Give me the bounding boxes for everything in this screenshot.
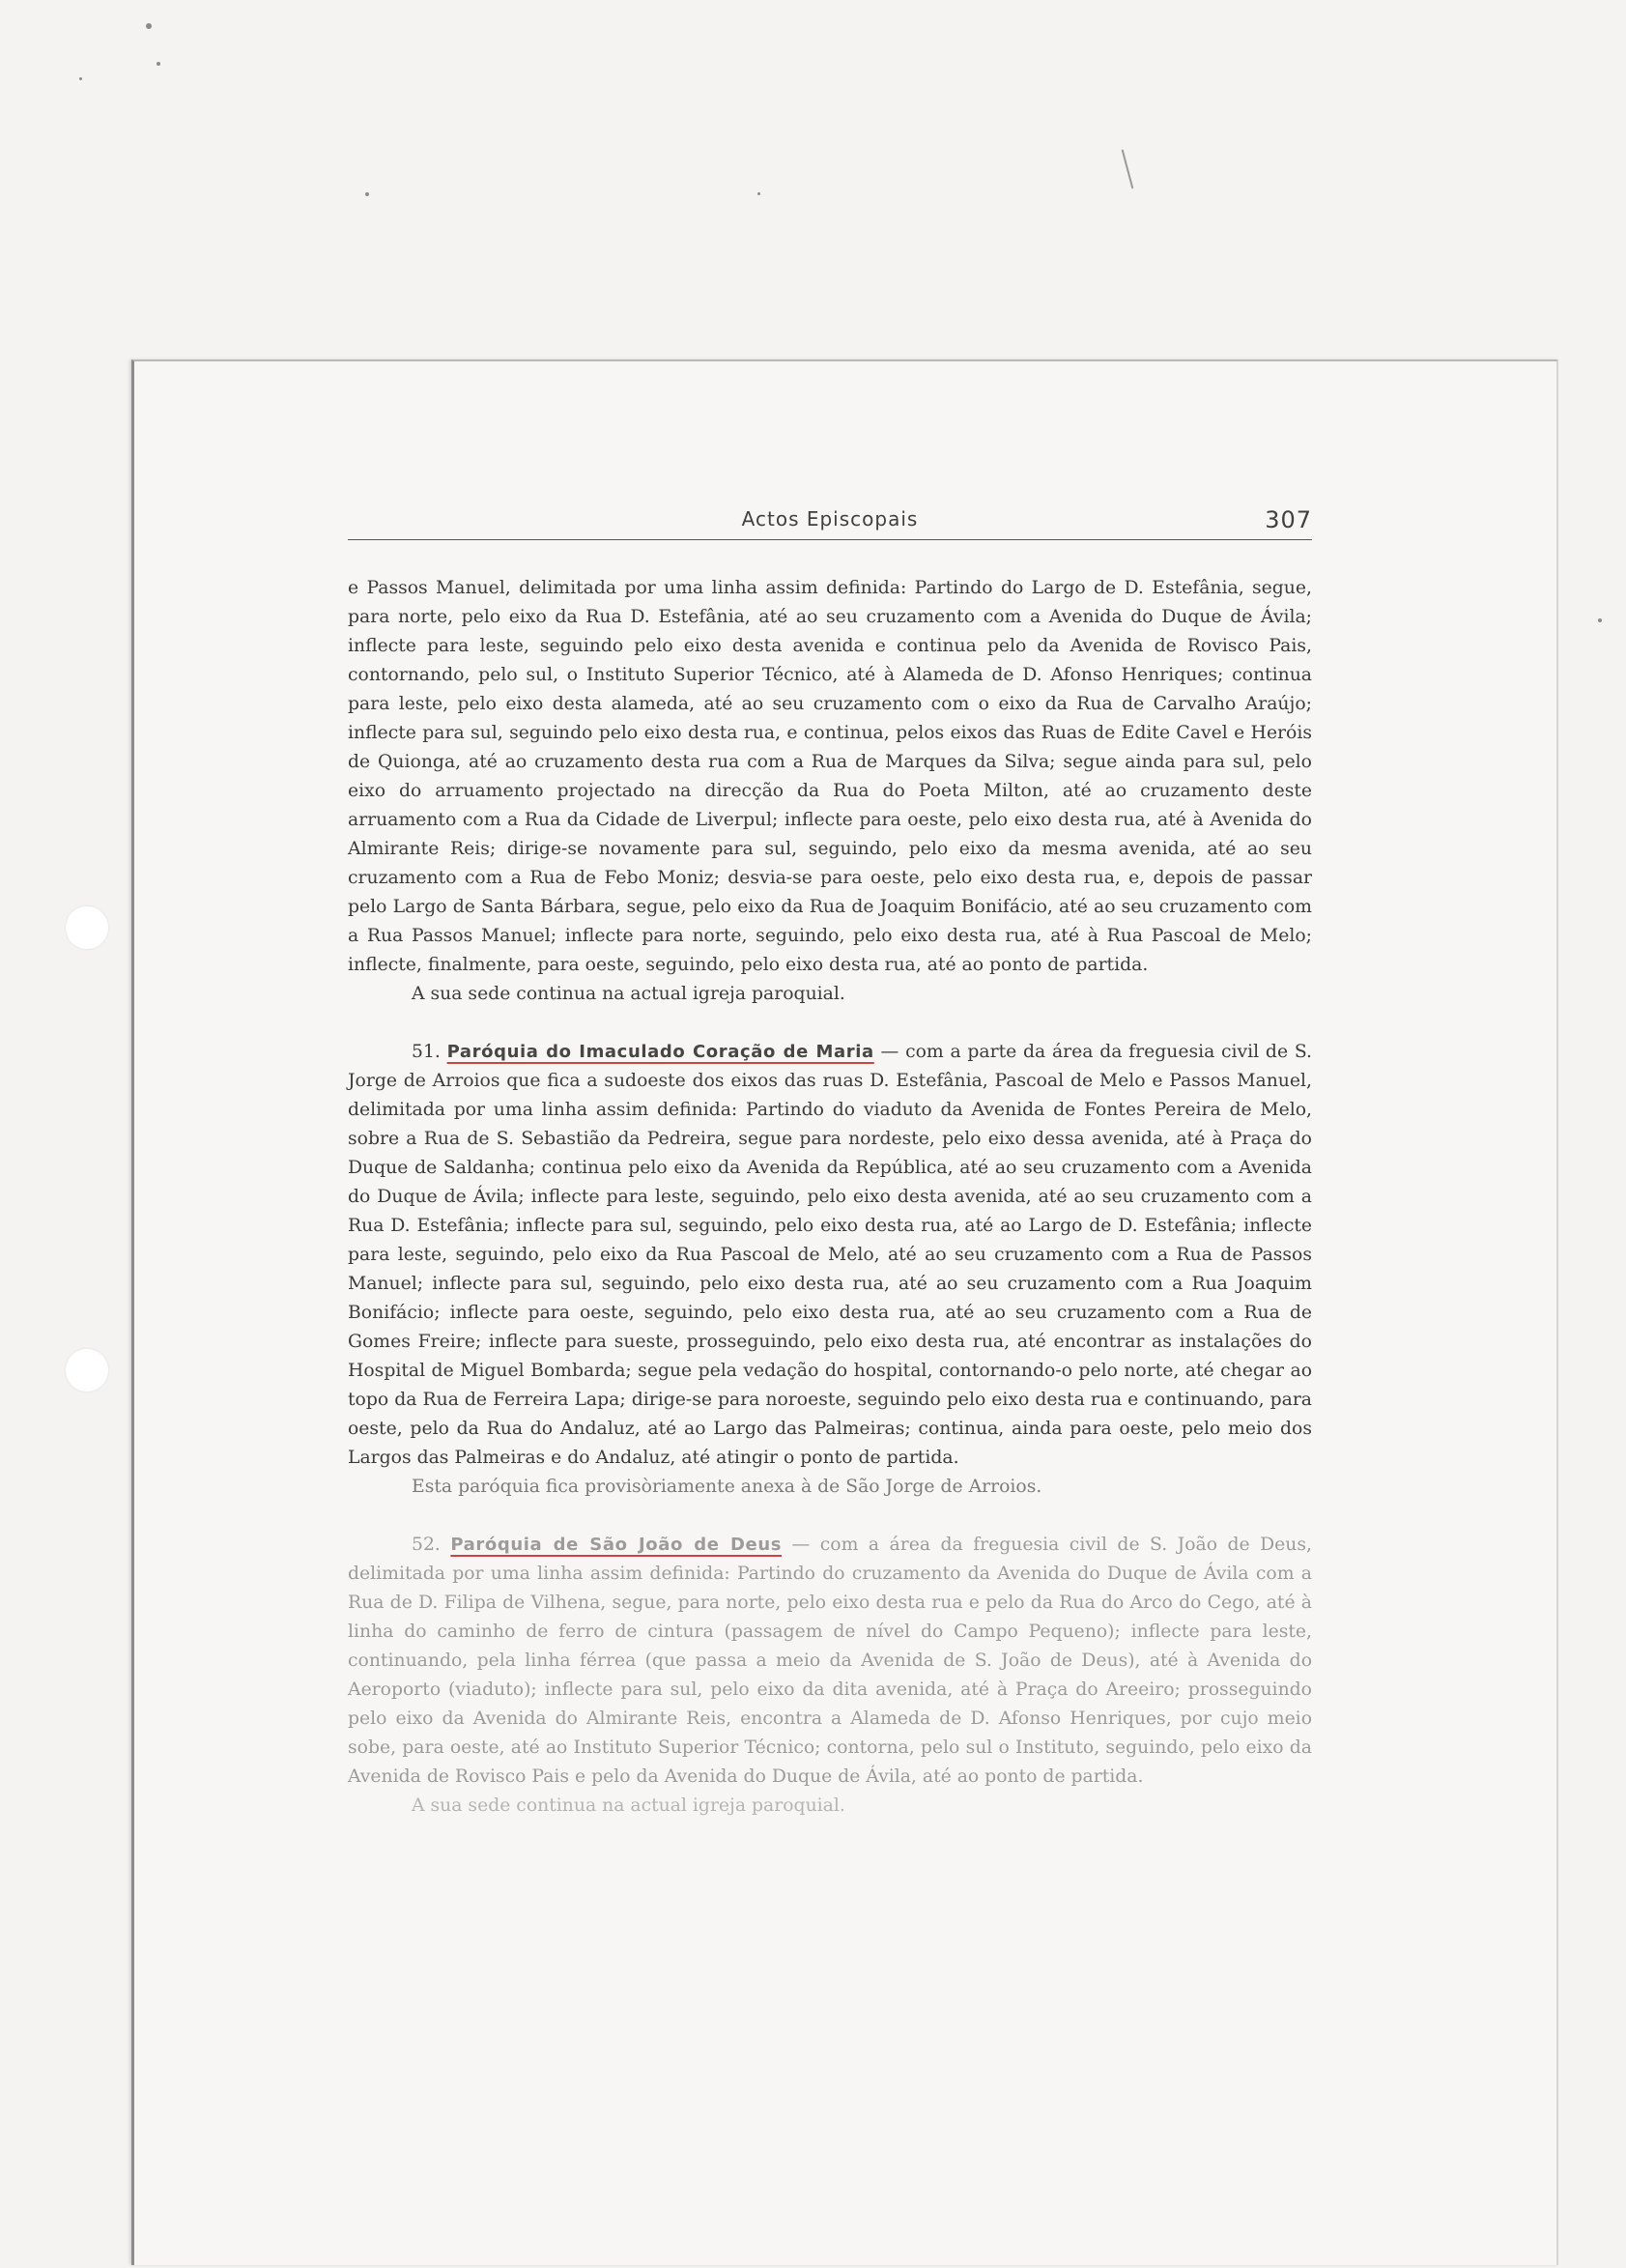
- page-header: [348, 506, 1312, 540]
- paragraph-annex-51: Esta paróquia fica provisòriamente anexa à de São Jorge de Arroios.: [412, 1477, 1042, 1497]
- scan-speck: [1598, 618, 1602, 622]
- running-title: Actos Episcopais: [741, 507, 919, 531]
- punch-hole: [66, 1349, 108, 1392]
- scan-speck: [146, 23, 152, 29]
- scan-speck: [757, 192, 760, 195]
- section-number-52: 52.: [412, 1535, 441, 1555]
- section-number-51: 51.: [412, 1042, 441, 1062]
- page-body: [348, 574, 1312, 1821]
- scan-speck: [79, 77, 82, 80]
- paragraph-boundary-continuation: e Passos Manuel, delimitada por uma linha assim definida: Partindo do Largo de D. Estefânia, segue, para norte, pelo eixo da Rua D. Estefânia, até ao seu cruzamento com a Avenida do Duque de Ávila; inflecte para leste, seguindo pelo eixo desta avenida e continua pelo da Avenida de Rovisco Pais, contornando, pelo sul, o Instituto Superior Técnico, até à Alameda de D. Afonso Henriques; continua para leste, pelo eixo desta alameda, até ao seu cruzamento com o eixo da Rua de Carvalho Araújo; inflecte para sul, seguindo pelo eixo desta rua, e continua, pelos eixos das Ruas de Edite Cavel e Heróis de Quionga, até ao cruzamento desta rua com a Rua de Marques da Silva; segue ainda para sul, pelo eixo do arruamento projectado na direcção da Rua do Poeta Milton, até ao cruzamento deste arruamento com a Rua da Cidade de Liverpul; inflecte para oeste, pelo eixo desta rua, até à Avenida do Almirante Reis; dirige-se novamente para sul, seguindo, pelo eixo da mesma avenida, até ao seu cruzamento com a Rua de Febo Moniz; desvia-se para oeste, pelo eixo desta rua, e, depois de passar pelo Largo de Santa Bárbara, segue, pelo eixo da Rua de Joaquim Bonifácio, até ao seu cruzamento com a Rua Passos Manuel; inflecte para norte, seguindo, pelo eixo desta rua, até à Rua Pascoal de Melo; inflecte, finalmente, para oeste, seguindo, pelo eixo desta rua, até ao ponto de partida.: [348, 578, 1312, 975]
- section-parish-52: [348, 1531, 1312, 1792]
- parish-name-51: Paróquia do Imaculado Coração de Maria: [446, 1042, 874, 1062]
- page-number: 307: [1265, 506, 1312, 533]
- paragraph-sede-52: A sua sede continua na actual igreja paroquial.: [412, 1795, 845, 1816]
- section-parish-51: [348, 1038, 1312, 1473]
- scan-speck: [365, 192, 369, 196]
- parish-description-51: — com a parte da área da freguesia civil de S. Jorge de Arroios que fica a sudoeste dos eixos das ruas D. Estefânia, Pascoal de Melo e Passos Manuel, delimitada por uma linha assim definida: Partindo do viaduto da Avenida de Fontes Pereira de Melo, sobre a Rua de S. Sebastião da Pedreira, segue para nordeste, pelo eixo dessa avenida, até à Praça do Duque de Saldanha; continua pelo eixo da Avenida da República, até ao seu cruzamento com a Avenida do Duque de Ávila; inflecte para leste, seguindo, pelo eixo desta avenida, até ao seu cruzamento com a Rua D. Estefânia; inflecte para sul, seguindo, pelo eixo desta rua, até ao Largo de D. Estefânia; inflecte para leste, seguindo, pelo eixo da Rua Pascoal de Melo, até ao seu cruzamento com a Rua de Passos Manuel; inflecte para sul, seguindo, pelo eixo desta rua, até ao seu cruzamento com a Rua Joaquim Bonifácio; inflecte para oeste, seguindo, pelo eixo desta rua, até ao seu cruzamento com a Rua de Gomes Freire; inflecte para sueste, prosseguindo, pelo eixo desta rua, até encontrar as instalações do Hospital de Miguel Bombarda; segue pela vedação do hospital, contornando-o pelo norte, até chegar ao topo da Rua de Ferreira Lapa; dirige-se para noroeste, seguindo pelo eixo desta rua e continuando, para oeste, pelo da Rua do Andaluz, até ao Largo das Palmeiras; continua, ainda para oeste, pelo meio dos Largos das Palmeiras e do Andaluz, até atingir o ponto de partida.: [348, 1042, 1312, 1468]
- scan-speck: [157, 62, 160, 66]
- parish-name-52: Paróquia de São João de Deus: [450, 1535, 783, 1555]
- punch-hole: [66, 906, 108, 949]
- parish-description-52: — com a área da freguesia civil de S. João de Deus, delimitada por uma linha assim definida: Partindo do cruzamento da Avenida do Duque de Ávila com a Rua de D. Filipa de Vilhena, segue, para norte, pelo eixo desta rua e pelo da Rua do Arco do Cego, até à linha do caminho de ferro de cintura (passagem de nível do Campo Pequeno); inflecte para leste, continuando, pela linha férrea (que passa a meio da Avenida de S. João de Deus), até à Avenida do Aeroporto (viaduto); inflecte para sul, pelo eixo da dita avenida, até à Praça do Areeiro; prosseguindo pelo eixo da Avenida do Almirante Reis, encontra a Alameda de D. Afonso Henriques, por cujo meio sobe, para oeste, até ao Instituto Superior Técnico; contorna, pelo sul o Instituto, seguindo, pelo eixo da Avenida de Rovisco Pais e pelo da Avenida do Duque de Ávila, até ao ponto de partida.: [348, 1535, 1312, 1787]
- paragraph-sede-50: A sua sede continua na actual igreja paroquial.: [412, 984, 845, 1004]
